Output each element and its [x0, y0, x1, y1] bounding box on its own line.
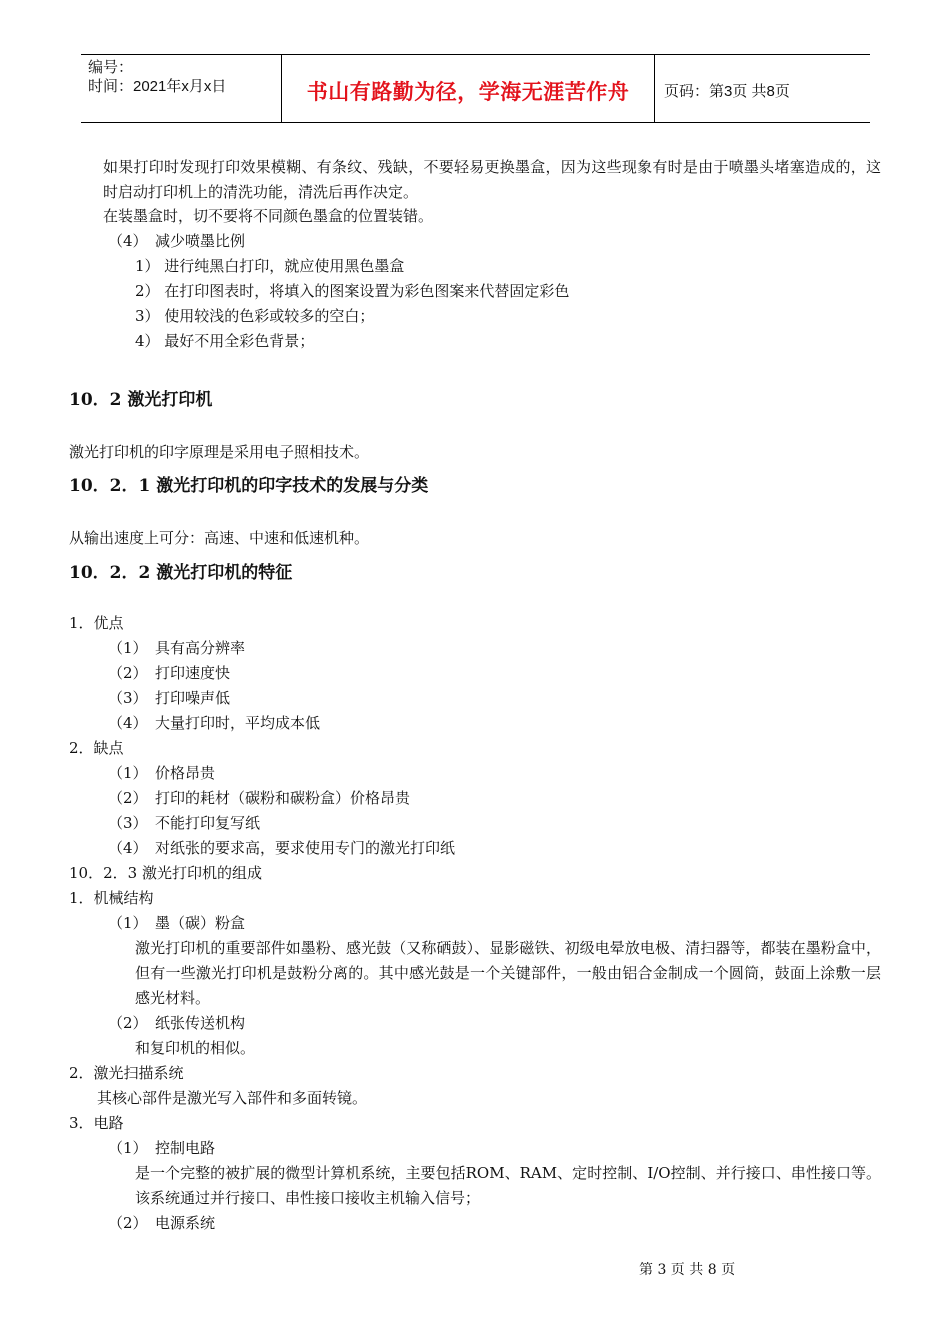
text-line: 从输出速度上可分：高速、中速和低速机种。 — [69, 529, 370, 547]
list-heading: 3．电路 — [69, 1114, 124, 1132]
list-item: （4） 对纸张的要求高，要求使用专门的激光打印纸 — [108, 839, 456, 857]
list-item: 4） 最好不用全彩色背景； — [135, 332, 315, 350]
page-footer: 第 3 页 共 8 页 — [639, 1262, 736, 1278]
header-bottom-border — [81, 122, 870, 123]
header-divider-2 — [654, 54, 655, 123]
list-item: （4） 大量打印时，平均成本低 — [108, 714, 321, 732]
list-heading: 2．缺点 — [69, 739, 124, 757]
list-item: （1） 价格昂贵 — [108, 764, 216, 782]
list-item: （1） 墨（碳）粉盒 — [108, 914, 246, 932]
paragraph-clean-nozzle: 如果打印时发现打印效果模糊、有条纹、残缺，不要轻易更换墨盒，因为这些现象有时是由于喷墨头堵塞造成的，这时启动打印机上的清洗功能，清洗后再作决定。 — [103, 158, 881, 201]
paragraph-toner-cartridge: 激光打印机的重要部件如墨粉、感光鼓（又称硒鼓）、显影磁铁、初级电晕放电极、清扫器等，都装在墨粉盒中，但有一些激光打印机是鼓粉分离的。其中感光鼓是一个关键部件，一般由铝合金制成一个圆筒，鼓面上涂敷一层感光材料。 — [135, 939, 881, 1007]
text-line: 其核心部件是激光写入部件和多面转镜。 — [97, 1089, 368, 1107]
header-page-number: 页码：第3页 共8页 — [664, 83, 790, 100]
list-heading: 2．激光扫描系统 — [69, 1064, 184, 1082]
section-heading: 10．2．2 激光打印机的特征 — [69, 563, 293, 583]
list-item: （2） 电源系统 — [108, 1214, 216, 1232]
list-item: 1） 进行纯黑白打印，就应使用黑色墨盒 — [135, 257, 405, 275]
header-motto: 书山有路勤为径，学海无涯苦作舟 — [306, 80, 630, 104]
subsection-heading: 10．2．3 激光打印机的组成 — [69, 864, 262, 882]
list-heading: 1．机械结构 — [69, 889, 154, 907]
section-heading: 10．2．1 激光打印机的印字技术的发展与分类 — [69, 476, 429, 496]
list-item: （2） 纸张传送机构 — [108, 1014, 246, 1032]
paragraph-control-circuit: 是一个完整的被扩展的微型计算机系统，主要包括ROM、RAM、定时控制、I/O控制、并行接口、串性接口等。该系统通过并行接口、串性接口接收主机输入信号； — [135, 1164, 881, 1207]
header-top-border — [81, 54, 870, 55]
list-item: 3） 使用较浅的色彩或较多的空白； — [135, 307, 375, 325]
list-item: （2） 打印速度快 — [108, 664, 231, 682]
document-time-label: 时间：2021年x月x日 — [88, 78, 227, 95]
header-meta — [88, 58, 226, 96]
list-item: （2） 打印的耗材（碳粉和碳粉盒）价格昂贵 — [108, 789, 411, 807]
list-heading: 1．优点 — [69, 614, 124, 632]
text-line: 和复印机的相似。 — [135, 1039, 256, 1057]
document-number-label: 编号： — [88, 59, 134, 76]
section-heading: 10．2 激光打印机 — [69, 390, 213, 410]
list-item: （1） 具有高分辨率 — [108, 639, 246, 657]
text-line: 在装墨盒时，切不要将不同颜色墨盒的位置装错。 — [103, 207, 434, 225]
text-line: 激光打印机的印字原理是采用电子照相技术。 — [69, 443, 370, 461]
list-item: （3） 打印噪声低 — [108, 689, 231, 707]
list-item: （1） 控制电路 — [108, 1139, 216, 1157]
list-item: 2） 在打印图表时，将填入的图案设置为彩色图案来代替固定彩色 — [135, 282, 570, 300]
list-item: （3） 不能打印复写纸 — [108, 814, 261, 832]
list-heading: （4） 减少喷墨比例 — [108, 232, 246, 250]
